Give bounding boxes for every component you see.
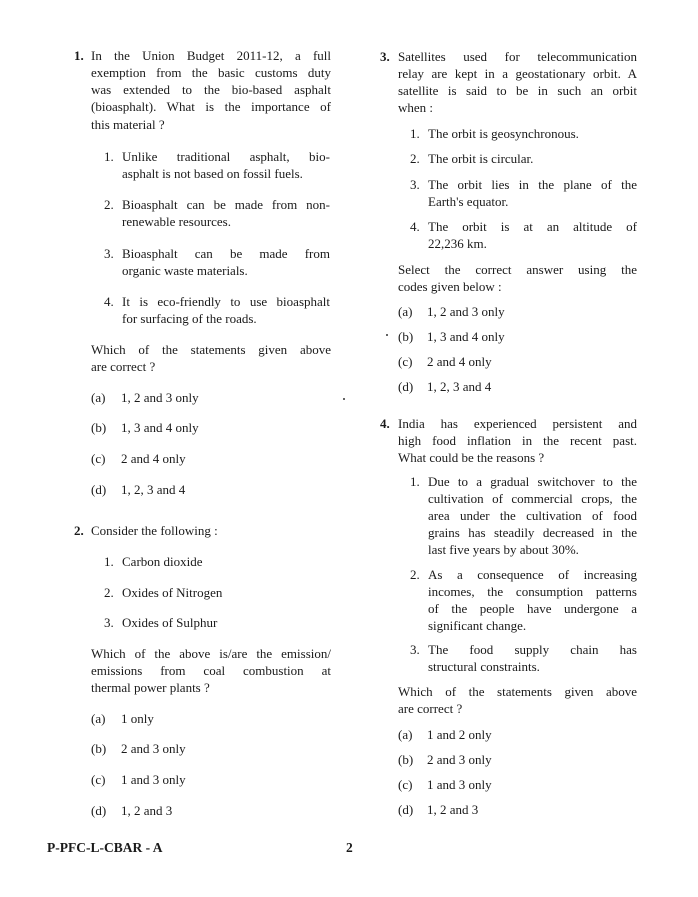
question-prompt-line: Select the correct answer using the [398, 262, 637, 277]
statement-line: area under the cultivation of food [428, 508, 637, 523]
statement-number: 3. [410, 177, 420, 192]
question-prompt-line: emissions from coal combustion at [91, 663, 331, 678]
statement-line: significant change. [428, 618, 527, 633]
option-b-text[interactable]: 2 and 3 only [121, 741, 186, 756]
question-stem-line: high food inflation in the recent past. [398, 433, 637, 448]
statement-line: The orbit is at an altitude of [428, 219, 637, 234]
option-c-key[interactable]: (c) [398, 354, 413, 369]
question-stem-line: Satellites used for telecommunication [398, 49, 637, 64]
statement-line: last five years by about 30%. [428, 542, 579, 557]
option-b-text[interactable]: 2 and 3 only [427, 752, 492, 767]
question-stem-line: this material ? [91, 117, 165, 132]
question-number: 2. [74, 523, 84, 538]
option-a-key[interactable]: (a) [91, 390, 106, 405]
question-prompt-line: Which of the statements given above [91, 342, 331, 357]
statement-line: Earth's equator. [428, 194, 509, 209]
question-number: 3. [380, 49, 390, 64]
statement-line: The orbit lies in the plane of the [428, 177, 637, 192]
question-stem-line: (bioasphalt). What is the importance of [91, 99, 331, 114]
statement-line: incomes, the consumption patterns [428, 584, 637, 599]
statement-line: 22,236 km. [428, 236, 487, 251]
statement-line: Due to a gradual switchover to the [428, 474, 637, 489]
statement-line: structural constraints. [428, 659, 540, 674]
statement-line: renewable resources. [122, 214, 231, 229]
question-stem-line: In the Union Budget 2011-12, a full [91, 48, 331, 63]
question-stem-line: when : [398, 100, 434, 115]
option-a-key[interactable]: (a) [91, 711, 106, 726]
option-c-text[interactable]: 2 and 4 only [121, 451, 186, 466]
statement-number: 2. [104, 197, 114, 212]
scan-speck [343, 398, 345, 400]
question-stem-line: was extended to the bio-based asphalt [91, 82, 331, 97]
option-c-key[interactable]: (c) [398, 777, 413, 792]
scan-speck [386, 334, 388, 336]
option-b-key[interactable]: (b) [91, 420, 107, 435]
question-stem-line: satellite is said to be in such an orbit [398, 83, 637, 98]
option-d-key[interactable]: (d) [398, 379, 414, 394]
question-prompt-line: thermal power plants ? [91, 680, 210, 695]
question-prompt-line: codes given below : [398, 279, 502, 294]
statement-line: organic waste materials. [122, 263, 248, 278]
statement-line: asphalt is not based on fossil fuels. [122, 166, 303, 181]
footer-paper-code: P-PFC-L-CBAR - A [47, 840, 163, 855]
statement-line: cultivation of commercial crops, the [428, 491, 637, 506]
statement-number: 1. [104, 554, 114, 569]
option-a-key[interactable]: (a) [398, 727, 413, 742]
option-b-key[interactable]: (b) [398, 329, 414, 344]
question-prompt-line: are correct ? [91, 359, 156, 374]
option-d-key[interactable]: (d) [398, 802, 414, 817]
option-a-text[interactable]: 1, 2 and 3 only [121, 390, 199, 405]
statement-line: Bioasphalt can be made from [122, 246, 330, 261]
statement-number: 3. [104, 615, 114, 630]
question-prompt-line: Which of the above is/are the emission/ [91, 646, 331, 661]
statement-line: grains has steadily decreased in the [428, 525, 637, 540]
option-b-text[interactable]: 1, 3 and 4 only [427, 329, 505, 344]
statement-line: The orbit is circular. [428, 151, 534, 166]
statement-line: As a consequence of increasing [428, 567, 637, 582]
footer-page-number: 2 [346, 840, 353, 855]
option-a-key[interactable]: (a) [398, 304, 413, 319]
statement-line: Carbon dioxide [122, 554, 203, 569]
question-number: 4. [380, 416, 390, 431]
statement-line: It is eco-friendly to use bioasphalt [122, 294, 330, 309]
statement-line: for surfacing of the roads. [122, 311, 257, 326]
question-stem-line: Consider the following : [91, 523, 218, 538]
statement-number: 3. [104, 246, 114, 261]
option-b-text[interactable]: 1, 3 and 4 only [121, 420, 199, 435]
statement-number: 4. [410, 219, 420, 234]
statement-number: 4. [104, 294, 114, 309]
option-d-key[interactable]: (d) [91, 803, 107, 818]
statement-line: The orbit is geosynchronous. [428, 126, 579, 141]
statement-number: 1. [104, 149, 114, 164]
statement-number: 2. [410, 151, 420, 166]
statement-number: 2. [410, 567, 420, 582]
statement-line: Bioasphalt can be made from non- [122, 197, 330, 212]
question-prompt-line: Which of the statements given above [398, 684, 637, 699]
question-prompt-line: are correct ? [398, 701, 463, 716]
option-c-text[interactable]: 1 and 3 only [121, 772, 186, 787]
option-d-text[interactable]: 1, 2, 3 and 4 [427, 379, 492, 394]
option-d-text[interactable]: 1, 2, 3 and 4 [121, 482, 186, 497]
option-c-text[interactable]: 1 and 3 only [427, 777, 492, 792]
question-stem-line: India has experienced persistent and [398, 416, 637, 431]
question-stem-line: What could be the reasons ? [398, 450, 545, 465]
statement-number: 1. [410, 126, 420, 141]
question-stem-line: relay are kept in a geostationary orbit. A [398, 66, 637, 81]
option-a-text[interactable]: 1, 2 and 3 only [427, 304, 505, 319]
statement-line: of the people have undergone a [428, 601, 637, 616]
statement-number: 2. [104, 585, 114, 600]
option-b-key[interactable]: (b) [91, 741, 107, 756]
option-a-text[interactable]: 1 only [121, 711, 154, 726]
option-c-key[interactable]: (c) [91, 772, 106, 787]
option-d-text[interactable]: 1, 2 and 3 [427, 802, 479, 817]
statement-number: 3. [410, 642, 420, 657]
question-number: 1. [74, 48, 84, 63]
statement-line: The food supply chain has [428, 642, 637, 657]
option-b-key[interactable]: (b) [398, 752, 414, 767]
statement-number: 1. [410, 474, 420, 489]
statement-line: Unlike traditional asphalt, bio- [122, 149, 330, 164]
option-d-key[interactable]: (d) [91, 482, 107, 497]
statement-line: Oxides of Sulphur [122, 615, 218, 630]
option-c-key[interactable]: (c) [91, 451, 106, 466]
option-d-text[interactable]: 1, 2 and 3 [121, 803, 173, 818]
question-stem-line: exemption from the basic customs duty [91, 65, 331, 80]
option-c-text[interactable]: 2 and 4 only [427, 354, 492, 369]
statement-line: Oxides of Nitrogen [122, 585, 223, 600]
option-a-text[interactable]: 1 and 2 only [427, 727, 492, 742]
